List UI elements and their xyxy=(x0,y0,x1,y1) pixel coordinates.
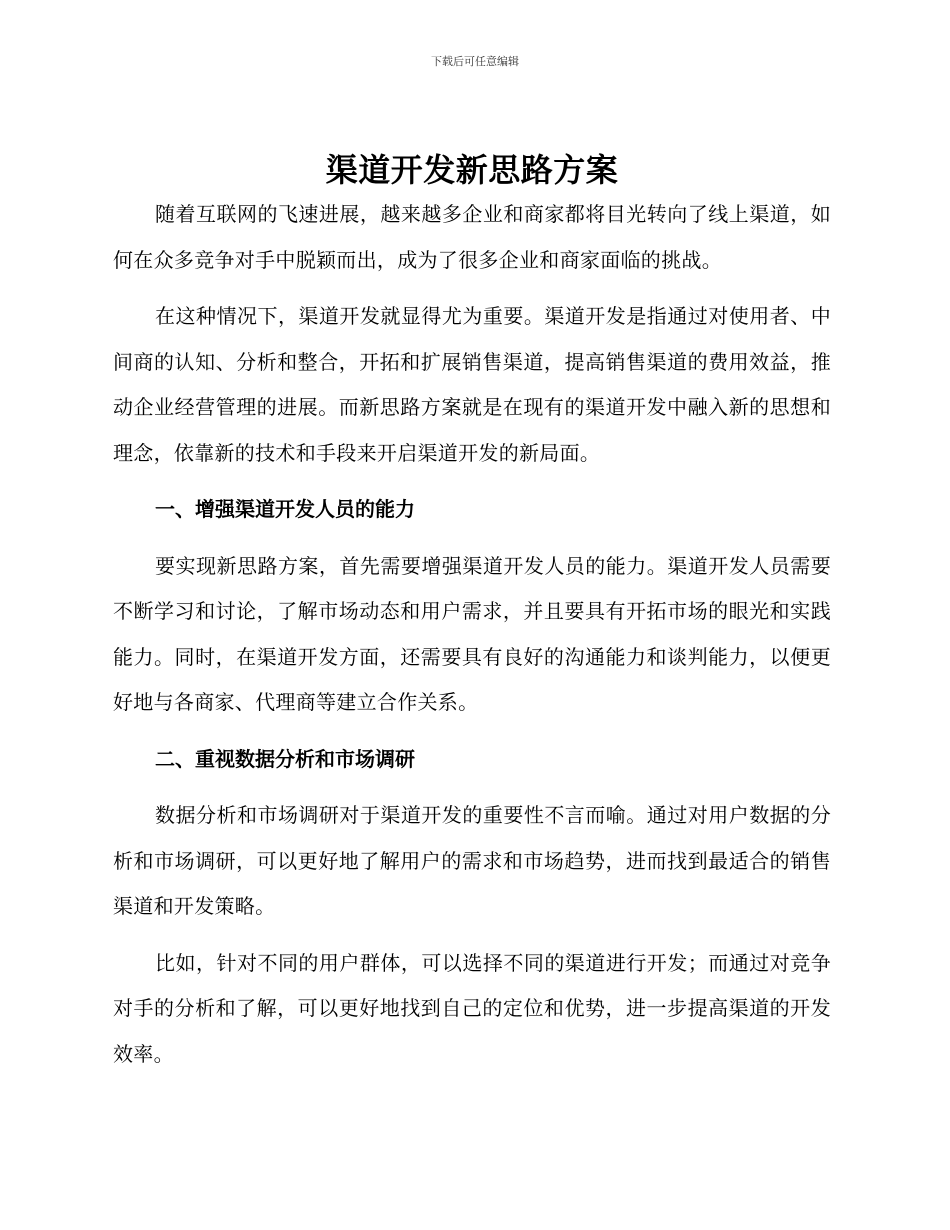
paragraph-intro-1: 随着互联网的飞速进展，越来越多企业和商家都将目光转向了线上渠道，如何在众多竞争对手中脱颖而出，成为了很多企业和商家面临的挑战。 xyxy=(113,202,831,272)
section-heading-2: 二、重视数据分析和市场调研 xyxy=(155,746,415,771)
header-note: 下载后可任意编辑 xyxy=(431,55,519,68)
section-heading-1: 一、增强渠道开发人员的能力 xyxy=(155,497,415,521)
document-title: 渠道开发新思路方案 xyxy=(325,151,619,189)
paragraph-section-2-2: 比如，针对不同的用户群体，可以选择不同的渠道进行开发；而通过对竞争对手的分析和了解，可以更好地找到自己的定位和优势，进一步提高渠道的开发效率。 xyxy=(113,950,831,1066)
paragraph-section-1-1: 要实现新思路方案，首先需要增强渠道开发人员的能力。渠道开发人员需要不断学习和讨论，了解市场动态和用户需求，并且要具有开拓市场的眼光和实践能力。同时，在渠道开发方面，还需要具有良好的沟通能力和谈判能力，以便更好地与各商家、代理商等建立合作关系。 xyxy=(113,553,831,714)
paragraph-section-2-1: 数据分析和市场调研对于渠道开发的重要性不言而喻。通过对用户数据的分析和市场调研，可以更好地了解用户的需求和市场趋势，进而找到最适合的销售渠道和开发策略。 xyxy=(113,803,831,918)
document-body xyxy=(113,148,831,1077)
paragraph-intro-2: 在这种情况下，渠道开发就显得尤为重要。渠道开发是指通过对使用者、中间商的认知、分析和整合，开拓和扩展销售渠道，提高销售渠道的费用效益，推动企业经营管理的进展。而新思路方案就是在现有的渠道开发中融入新的思想和理念，依靠新的技术和手段来开启渠道开发的新局面。 xyxy=(113,304,831,465)
